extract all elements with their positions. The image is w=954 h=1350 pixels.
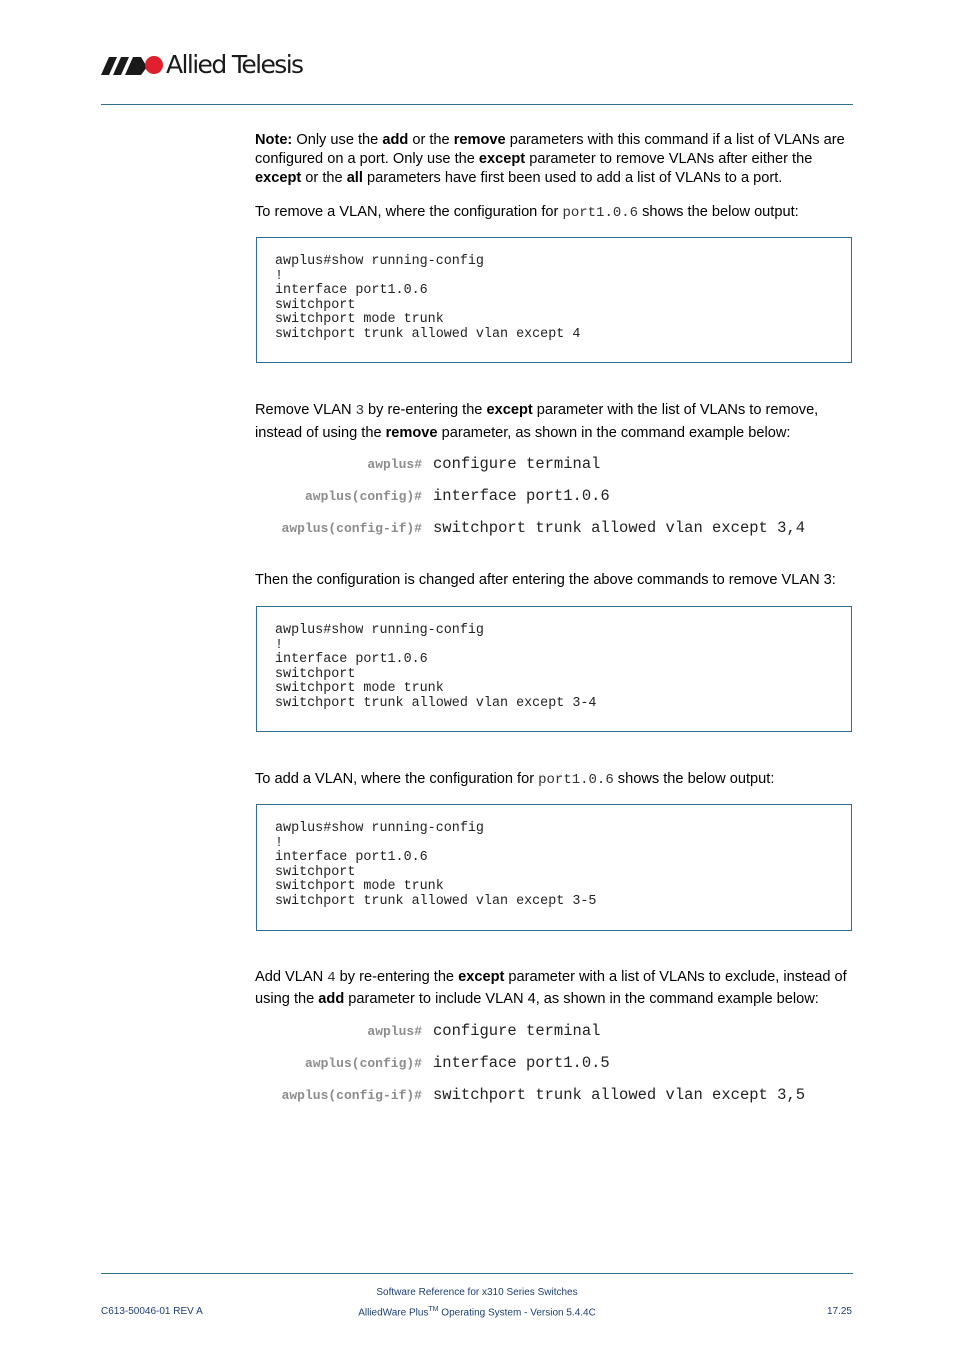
para-text: Add VLAN [255,969,328,985]
note-paragraph [255,131,855,188]
cli-command: configure terminal [433,1022,601,1040]
para-text: To add a VLAN, where the configuration for [255,771,539,787]
page-number: 17.25 [826,1306,852,1317]
footer-rule [101,1273,853,1274]
keyword-add: add [318,991,345,1007]
para-text: shows the below output: [613,771,775,787]
note-text: or the [301,170,347,186]
keyword-remove: remove [385,425,438,441]
command-line [200,1022,860,1042]
para-text: parameter with a list of VLANs to exclude, instead of using the [255,969,847,1007]
command-line [200,487,860,507]
inline-code: 4 [327,970,336,986]
cli-command: switchport trunk allowed vlan except 3,4 [433,519,806,537]
cli-prompt: awplus# [367,1024,422,1039]
footer-title: Software Reference for x310 Series Switches [376,1287,578,1298]
inline-code: 3 [355,403,364,419]
inline-code: port1.0.6 [538,772,614,788]
keyword-except: except [478,151,526,167]
note-text: parameter to remove VLANs after either the [525,151,813,167]
header-rule [101,104,853,105]
para-text: shows the below output: [638,204,799,220]
intro-remove-paragraph [255,203,855,223]
code-block-3 [256,804,852,931]
keyword-remove: remove [453,132,506,148]
trademark: TM [428,1306,439,1313]
keyword-except: except [255,170,302,186]
code-block-2 [256,606,852,732]
cli-prompt: awplus(config-if)# [281,521,422,536]
cli-prompt: awplus# [367,457,422,472]
cli-prompt: awplus(config)# [304,489,422,504]
keyword-except: except [458,969,505,985]
note-label: Note: [255,132,293,148]
command-line [200,519,860,539]
intro-add-paragraph [255,770,855,790]
keyword-all: all [346,170,363,186]
command-line [200,1054,860,1074]
command-line [200,455,860,475]
para-text: by re-entering the [335,969,459,985]
code-text: awplus#show running-config ! interface port1.0.6 switchport switchport mode trunk switchport trunk allowed vlan except 4 [275,254,581,342]
then-paragraph: Then the configuration is changed after entering the above commands to remove VLAN 3: [255,572,836,588]
doc-id: C613-50046-01 REV A [101,1306,203,1317]
keyword-except: except [486,402,533,418]
keyword-add: add [382,132,409,148]
os-name: AlliedWare Plus [358,1307,429,1319]
para-text: by re-entering the [363,402,487,418]
code-text: awplus#show running-config ! interface port1.0.6 switchport switchport mode trunk switchport trunk allowed vlan except 3-5 [275,821,597,909]
para-text: parameter with the list of VLANs to remove, instead of using the [255,402,819,441]
company-logo [101,50,302,80]
note-text: or the [408,132,454,148]
cli-command: configure terminal [433,455,601,473]
os-version: Operating System - Version 5.4.4C [438,1307,596,1319]
command-line [200,1086,860,1106]
para-text: parameter, as shown in the command example below: [437,425,791,441]
logo-mark-icon [101,55,163,75]
remove-vlan-paragraph [255,399,855,444]
footer-os-version [0,1306,954,1318]
cli-command: switchport trunk allowed vlan except 3,5 [433,1086,806,1104]
code-text: awplus#show running-config ! interface port1.0.6 switchport switchport mode trunk switchport trunk allowed vlan except 3-4 [275,623,597,711]
cli-prompt: awplus(config)# [304,1056,422,1071]
inline-code: port1.0.6 [562,205,639,221]
note-text: parameters have first been used to add a list of VLANs to a port. [362,170,783,186]
para-text: To remove a VLAN, where the configuration for [255,204,563,220]
note-text: Only use the [292,132,383,148]
cli-command: interface port1.0.5 [433,1054,610,1072]
para-text: Remove VLAN [255,402,356,418]
para-text: parameter to include VLAN 4, as shown in the command example below: [344,991,819,1007]
code-block-1 [256,237,852,363]
note-text: parameters with this command if a list of VLANs are configured on a port. Only use the [255,132,845,167]
add-vlan-paragraph [255,967,855,1010]
cli-command: interface port1.0.6 [433,487,610,505]
logo-text: Allied Telesis [166,50,303,79]
cli-prompt: awplus(config-if)# [281,1088,422,1103]
